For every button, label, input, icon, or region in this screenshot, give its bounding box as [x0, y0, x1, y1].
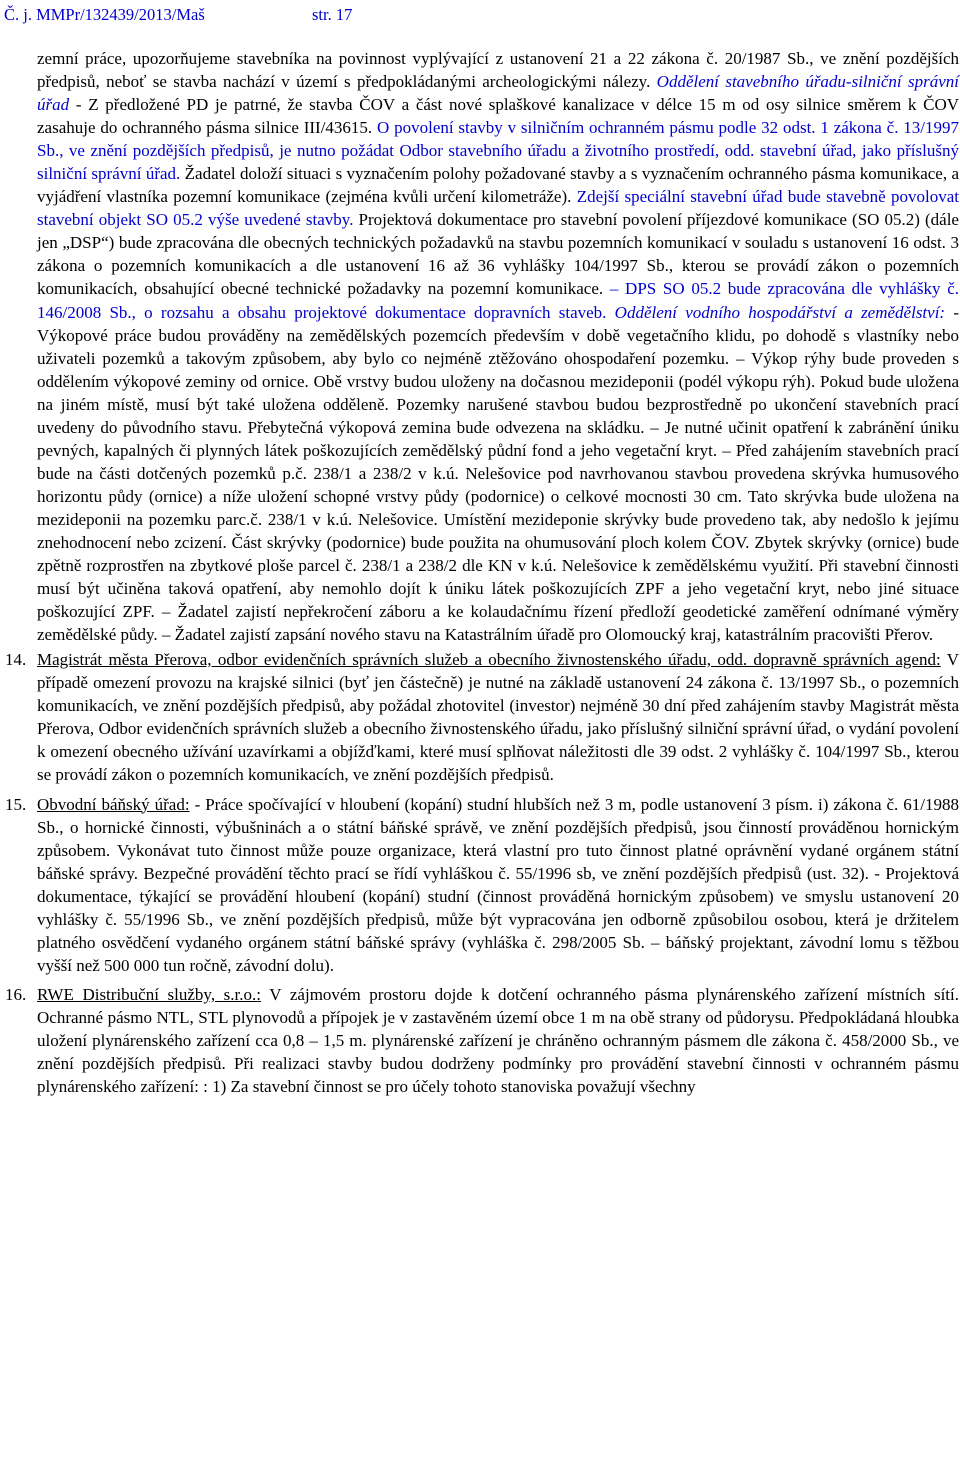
text-special-authority: Zdejší speciální stavební úřad bude stavebně povolovat stavební objekt SO 05.2 výše uvedené stavby. — [37, 187, 959, 230]
text-dsp-documentation: Projektová dokumentace pro stavební povolení příjezdové komunikace (SO 05.2) (dále jen „DSP“) bude zpracována dle obecných technických požadavků na stavbu pozemních komunikací v souladu s ustanovení 16 odst. 3 zákona o pozemních komunikacích a dle ustanovení 16 až 36 vyhlášky 104/1997 Sb., kterou se provádí zákon o pozemních komunikacích, obsahující obecné technické požadavky na pozemní komunikace. — [37, 210, 959, 299]
list-item-15 — [5, 793, 959, 977]
paragraph-archeology-and-road — [37, 47, 959, 646]
item-text: - Práce spočívající v hloubení (kopání) studní hlubších než 3 m, podle ustanovení 3 písm. i) zákona č. 61/1988 Sb., o hornické činnosti, výbušninách a o státní báňské správě, ve znění pozdějších předpisů, jsou činností prováděnou hornickým způsobem. Vykonávat tuto činnost může pouze organizace, která vlastní pro tuto činnost platné oprávnění vydané orgánem státní báňské správy. Bezpečné provádění těchto prací se řídí vyhláškou č. 55/1996 sb, ve znění pozdějších předpisů (ust. 32). - Projektová dokumentace, týkající se provádění hloubení (kopání) studní (činnost prováděná hornickým způsobem) ve smyslu ustanovení 20 vyhlášky č. 55/1996 Sb., ve znění pozdějších předpisů, může být vypracována jen odborně způsobilou osobou, která je držitelem platného osvědčení vydaného orgánem státní báňské správy (vyhláška č. 298/2005 Sb. – báňský projektant, závodní lomu s těžbou vyšší než 500 000 tun ročně, závodní dolu). — [37, 794, 959, 975]
text-road-protection: - Z předložené PD je patrné, že stavba ČOV a část nové splaškové kanalizace v délce 15 m od osy silnice směrem k ČOV zasahuje do ochranného pásma silnice III/43615. — [37, 95, 959, 138]
text-road-permit: O povolení stavby v silničním ochranném pásmu podle 32 odst. 1 zákona č. 13/1997 Sb., ve znění pozdějších předpisů, je nutno požádat Odbor stavebního úřadu a životního prostředí, odd. stavební úřad, jako příslušný silniční správní úřad. — [37, 118, 959, 184]
item-text: V případě omezení provozu na krajské silnici (byť jen částečně) je nutné na základě ustanovení 24 zákona č. 13/1997 Sb., o pozemních komunikacích, ve znění pozdějších předpisů, aby požádal zhotovitel (investor) nejméně 30 dní před zahájením stavby Magistrát města Přerova, Odbor evidenčních správních služeb a obecního živnostenského úřadu, jako příslušný silniční správní úřad, o vydání povolení k omezení obecného užívání uzavírkami a objížďkami, které musí splňovat náležitosti dle 39 odst. 2 vyhlášky č. 104/1997 Sb., kterou se provádí zákon o pozemních komunikacích, ve znění pozdějších předpisů. — [37, 650, 959, 785]
text-archeology: zemní práce, upozorňujeme stavebníka na povinnost vyplývající z ustanovení 21 a 22 zákona č. 20/1987 Sb., ve znění pozdějších předpisů, neboť se stavba nachází v území s předpokládanými archeologickými nálezy. — [37, 49, 959, 92]
text-dps-documentation: – DPS SO 05.2 bude zpracována dle vyhlášky č. 146/2008 Sb., o rozsahu a obsahu projektové dokumentace dopravních staveb. — [37, 279, 959, 322]
page-number: str. 17 — [312, 5, 353, 24]
item-number: 15. — [5, 794, 27, 814]
heading-water-agriculture: Oddělení vodního hospodářství a zemědělství: — [614, 302, 946, 322]
text-applicant-situation: Žadatel doloží situaci s vyznačením polohy požadované stavby a s vyznačením ochranného pásma komunikace, a vyjádření vlastníka pozemní komunikace (zejména kvůli určení kilometráže). — [37, 164, 960, 207]
item-title: RWE Distribuční služby, s.r.o.: — [37, 984, 261, 1004]
heading-road-authority: Oddělení stavebního úřadu-silniční správní úřad — [37, 72, 959, 115]
list-item-16 — [5, 983, 959, 1098]
text-excavation-conditions: - Výkopové práce budou prováděny na zemědělských pozemcích především v době vegetačního klidu, po dohodě s vlastníky nebo uživateli pozemků a takovým způsobem, aby bylo co nejméně ztěžováno ohospodaření pozemku. – Výkop rýhy bude proveden s oddělením výkopové zeminy od ornice. Obě vrstvy budou uloženy na dočasnou mezideponii (podél výkopu rýh). Pokud bude uložena na jiném místě, musí být také uložena odděleně. Pozemky narušené stavbou budou bezprostředně po ukončení stavebních prací uvedeny do původního stavu. Přebytečná výkopová zemina bude odvezena na skládku. – Je nutné učinit opatření k zabránění úniku pevných, kapalných či plynných látek poškozujících zemědělský půdní fond a jeho vegetační kryt. – Před zahájením stavebních prací bude na části dotčených pozemků p.č. 238/1 a 238/2 v k.ú. Nelešovice pod navrhovanou stavbou provedena skrývka humusového horizontu půdy (ornice) a níže uložení schopné vrstvy půdy (podornice) o celkové mocnosti 30 cm. Tato skrývka bude uložena na mezideponii na pozemku parc.č. 238/1 v k.ú. Nelešovice. Umístění mezideponie skrývky bude provedeno tak, aby nedošlo k jejímu znehodnocení nebo zcizení. Část skrývky (podornice) bude použita na ohumusování ploch kolem ČOV. Zbytek skrývky (ornice) bude zpětně rozprostřen na zbytkové ploše parcel č. 238/1 a 238/2 dle KN v k.ú. Nelešovice k zemědělskému využití. Při stavební činnosti musí být učiněna taková opatření, aby nemohlo dojít k úniku látek poškozujících ZPF a jeho vegetační kryt, nebo jiné situace poškozující ZPF. – Žadatel zajistí nepřekročení záboru a ke kolaudačnímu řízení předloží geodetické zaměření odnímané výměry zemědělské půdy. – Žadatel zajistí zapsání nového stavu na Katastrálním úřadě pro Olomoucký kraj, katastrálním pracovišti Přerov. — [37, 302, 959, 645]
item-title: Magistrát města Přerova, odbor evidenčních správních služeb a obecního živnostenského úřadu, odd. dopravně správních agend: — [37, 650, 941, 670]
item-text: V zájmovém prostoru dojde k dotčení ochranného pásma plynárenského zařízení místních sítí. Ochranné pásmo NTL, STL plynovodů a přípojek je v zastavěném území obce 1 m na obě strany od půdorysu. Předpokládaná hloubka uložení plynárenského zařízení cca 0,8 – 1,5 m. plynárenské zařízení je chráněno ochranným pásmem dle zákona č. 458/2000 Sb., ve znění pozdějších předpisů. Při realizaci stavby budou dodrženy podmínky pro provádění stavební činnosti v ochranném pásmu plynárenského zařízení: : 1) Za stavební činnost se pro účely tohoto stanoviska považují všechny — [37, 984, 959, 1097]
document-reference: Č. j. MMPr/132439/2013/Maš — [4, 5, 205, 24]
item-title: Obvodní báňský úřad: — [37, 794, 190, 814]
item-number: 14. — [5, 650, 27, 670]
item-number: 16. — [5, 984, 27, 1004]
document-body — [5, 47, 960, 1098]
list-item-14 — [5, 648, 959, 786]
